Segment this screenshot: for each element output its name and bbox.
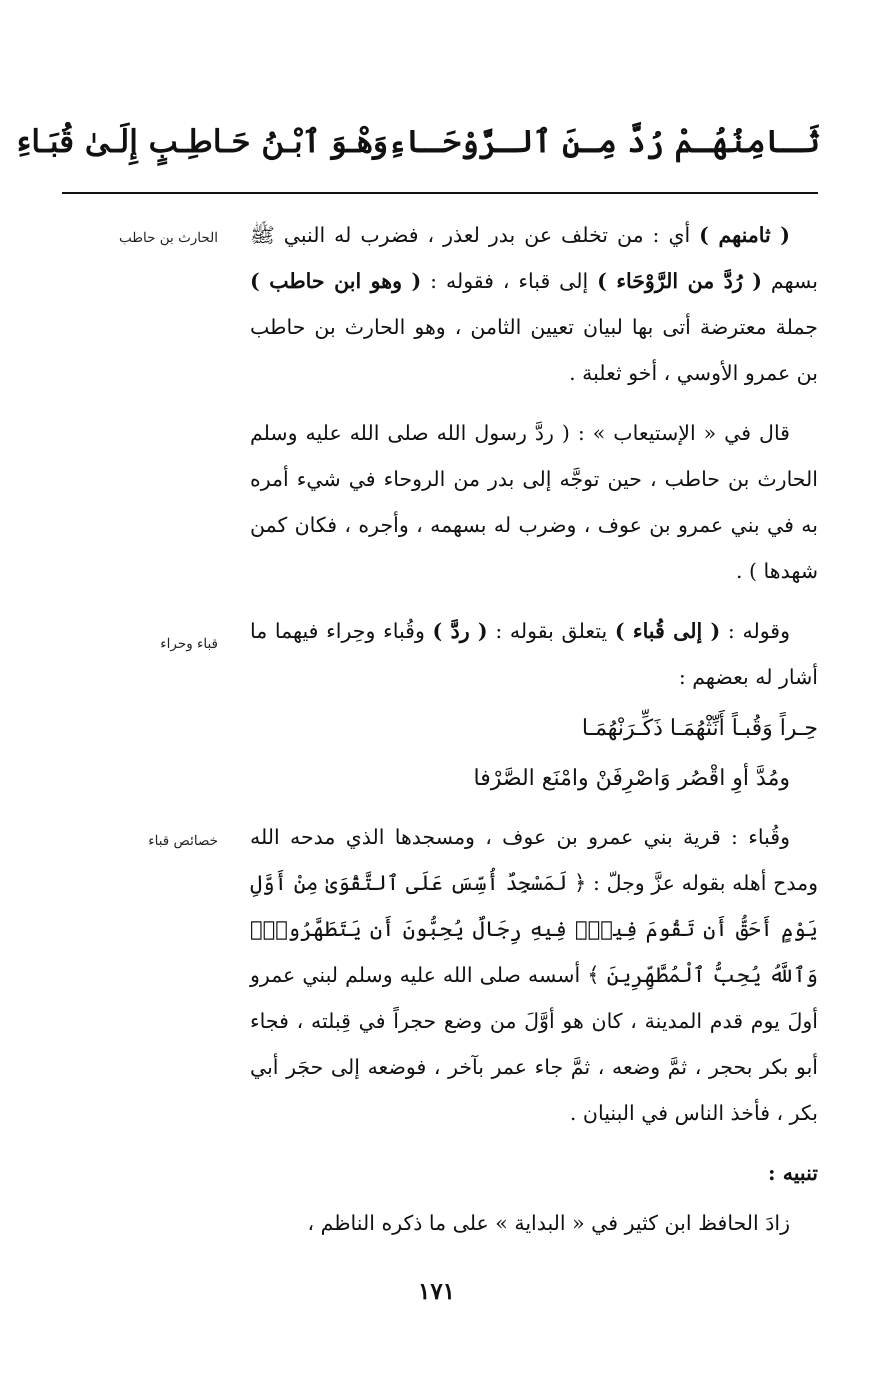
verse-hemistich-left: وَهْـوَ ٱبْـنُ حَـاطِـبٍ إِلَـىٰ قُبَـاءِ [16, 124, 388, 160]
bold-term: ( ردَّ ) [432, 619, 488, 643]
text-run: إلى قباء ، فقوله : [421, 269, 598, 293]
commentary-body [250, 212, 818, 1260]
notice-heading: تنبيه : [768, 1161, 818, 1185]
margin-note-quba-hira: قباء وحراء [160, 636, 218, 652]
verse-header [16, 112, 820, 172]
paragraph-quba-mosque [250, 814, 818, 1136]
bold-term: ( وهو ابن حاطب ) [250, 269, 422, 293]
paragraph-ibn-kathir: زادَ الحافظ ابن كثير في « البداية » على ما ذكره الناظم ، [307, 1211, 790, 1235]
margin-note-quba-features: خصائص قباء [148, 833, 218, 849]
text-run: أسسه صلى الله عليه وسلم لبني عمرو أولَ يوم قدم المدينة ، كان هو أوَّلَ من وضع حجراً في قِبلته ، فجاء أبو بكر بحجر ، ثمَّ وضعه ، ثمَّ جاء عمر بآخر ، فوضعه إلى حجَر أبي بكر ، فأخذ الناس في البنيان . [250, 963, 818, 1125]
bold-term: ( إلى قُباء ) [614, 619, 721, 643]
paragraph-eighth [250, 212, 818, 396]
quran-verse: ﴿ لَمَسْجِدٌ أُسِّسَ عَلَى ٱلتَّقْوَىٰ مِنْ أَوَّلِ يَوْمٍ أَحَقُّ أَن تَقُومَ فِيهِۚ فِيهِ رِجَالٌ يُحِبُّونَ أَن يَتَطَهَّرُواْۚ وَٱللَّهُ يُحِبُّ ٱلْمُطَّهِّرِينَ ﴾ [250, 871, 818, 987]
poem-couplet [250, 704, 818, 804]
paragraph-quba [250, 608, 818, 700]
bold-term: ( ثامنهم ) [699, 223, 790, 247]
poem-line-2: ومُدَّ أوِ اقْصُر وَاصْرِفَنْ وامْنَع الصَّرْفا [473, 766, 790, 791]
page-number: ١٧١ [417, 1278, 456, 1305]
text-run: وقوله : [720, 619, 791, 643]
bold-term: ( رُدَّ من الرَّوْحَاء ) [597, 269, 762, 293]
poem-line-1: حِـراً وَقُبـاً أَنِّثْهُمَـا ذَكِّـرَنْهُمَـا [581, 716, 818, 741]
text-run: وقُباء : قرية بني عمرو بن عوف ، ومسجدها الذي مدحه الله ومدح أهله بقوله عزَّ وجلّ : [250, 825, 818, 895]
paragraph-istiab-quote: قال في « الإستيعاب » : ( ردَّ رسول الله صلى الله عليه وسلم الحارث بن حاطب ، حين توجَّه إلى بدر من الروحاء في شيء أمره به في بني عمرو بن عوف ، وضرب له بسهمه ، وأجره ، فكان كمن شهدها ) . [250, 421, 818, 583]
margin-note-al-harith: الحارث بن حاطب [119, 230, 218, 246]
verse-hemistich-right: ثَـامِنُهُـمْ رُدَّ مِـنَ ٱلـرَّوْحَـاءِ [388, 124, 820, 160]
text-run: وقُباء وحِراء فيهما ما أشار له بعضهم : [250, 619, 818, 689]
header-divider [62, 192, 818, 194]
text-run: جملة معترضة أتى بها لبيان تعيين الثامن ، وهو الحارث بن حاطب بن عمرو الأوسي ، أخو ثعلبة . [250, 315, 818, 385]
text-run: أي : من تخلف عن بدر لعذر ، فضرب له النبي ﷺ بسهم [250, 223, 818, 293]
text-run: يتعلق بقوله : [487, 619, 615, 643]
